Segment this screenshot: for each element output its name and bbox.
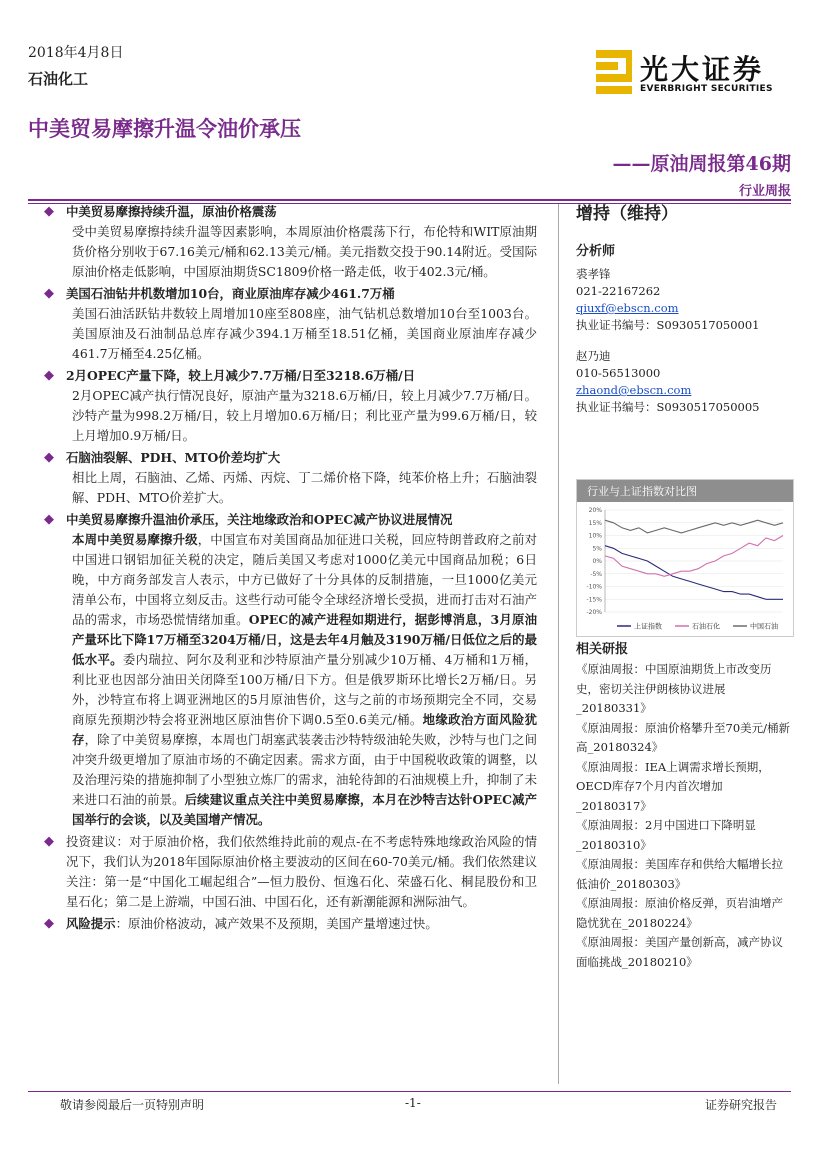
legend-label: 中国石油 (750, 622, 778, 631)
section-body: 2月OPEC减产执行情况良好，原油产量为3218.6万桶/日，较上月减少7.7万桶/日。沙特产量为998.2万桶/日，较上月增加0.6万桶/日；利比亚产量为99.6万桶/日，较上月增加0.9万桶/日。 (72, 388, 537, 443)
rating: 增持（维持） (576, 204, 678, 224)
sidebar (576, 200, 792, 416)
report-date: 2018年4月8日 (28, 45, 124, 61)
section-heading: 2月OPEC产量下降，较上月减少7.7万桶/日至3218.6万桶/日 (66, 368, 416, 383)
index-comparison-chart (576, 479, 794, 637)
related-report-link[interactable]: 《原油周报：美国产量创新高，减产协议面临挑战_20180210》 (576, 935, 783, 969)
y-tick-label: -15% (586, 596, 602, 604)
series-line (605, 520, 783, 533)
y-tick-label: 20% (588, 507, 602, 514)
legend-label: 上证指数 (634, 622, 662, 631)
related-reports-list (576, 660, 792, 972)
section-heading: 美国石油钻井机数增加10台，商业原油库存减少461.7万桶 (66, 286, 395, 301)
body-bold-run: 本周中美贸易摩擦升级 (72, 532, 198, 547)
section-heading: 中美贸易摩擦升温油价承压，关注地缘政治和OPEC减产协议进展情况 (66, 512, 453, 527)
diamond-bullet-icon: ◆ (44, 204, 54, 219)
footer-label: 证券研究报告 (704, 1098, 777, 1112)
section-body: 受中美贸易摩擦持续升温等因素影响，本周原油价格震荡下行，布伦特和WIT原油期货价格分别收于67.16美元/桶和62.13美元/桶。美元指数交投于90.14附近。受国际原油价格走低影响，中国原油期货SC1809价格一路走低，收于402.3元/桶。 (72, 224, 537, 279)
analyst-2 (576, 348, 792, 416)
section-investment (40, 832, 537, 912)
y-tick-label: 15% (588, 519, 602, 527)
chart-plot (577, 502, 793, 636)
body-run: ，除了中美贸易摩擦，本周也门胡塞武装袭击沙特特级油轮失败，沙特与也门之间冲突升级更增加了原油市场的不确定因素。需求方面，由于中国税收政策的调整，以及治理污染的措施抑制了小型独立炼厂的需求，油轮待卸的石油规模上升，抑制了未来进口石油的前景。 (72, 732, 538, 807)
related-report-link[interactable]: 《原油周报：美国库存和供给大幅增长拉低油价_20180303》 (576, 857, 783, 891)
section-heading: 中美贸易摩擦持续升温，原油价格震荡 (66, 204, 277, 219)
analyst-1 (576, 266, 792, 334)
page-number: -1- (405, 1096, 421, 1110)
report-subtitle: ——原油周报第46期 (612, 153, 791, 175)
section-5 (40, 510, 537, 830)
body-bold-run: 地缘政治方面风险犹存 (72, 712, 538, 747)
section-body: 美国石油活跃钻井数较上周增加10座至808座，油气钻机总数增加10台至1003台。美国原油及石油制品总库存减少394.1万桶至18.51亿桶，美国商业原油库存减少461.7万桶至4.25亿桶。 (72, 306, 537, 361)
section-heading: 石脑油裂解、PDH、MTO价差均扩大 (66, 450, 281, 465)
section-risk (40, 914, 537, 934)
everbright-logo-icon (596, 50, 634, 94)
footer-disclaimer: 敬请参阅最后一页特别声明 (60, 1098, 205, 1112)
analyst-phone: 021-22167262 (576, 284, 661, 298)
related-report-link[interactable]: 《原油周报：原油价格反弹，页岩油增产隐忧犹在_20180224》 (576, 896, 783, 930)
legend-label: 石油石化 (692, 622, 720, 631)
logo-text-en: EVERBRIGHT SECURITIES (640, 84, 773, 94)
body-bold-run: OPEC的减产进程如期进行，据彭博消息，3月原油产量环比下降17万桶至3204万桶/日，这是去年4月触及3190万桶/日低位之后的最低水平。 (72, 612, 537, 667)
diamond-bullet-icon: ◆ (44, 916, 54, 931)
sector-label: 石油化工 (28, 70, 89, 88)
series-line (605, 546, 783, 600)
section-body-rich (40, 530, 537, 830)
analyst-name: 裘孝锋 (576, 267, 611, 281)
related-report-link[interactable]: 《原油周报：IEA上调需求增长预期，OECD库存7个月内首次增加_20180317》 (576, 759, 770, 813)
column-divider (558, 204, 559, 1084)
diamond-bullet-icon: ◆ (44, 286, 54, 301)
risk-label: 风险提示 (66, 916, 116, 931)
y-tick-label: -5% (590, 570, 602, 578)
section-body: 相比上周，石脑油、乙烯、丙烯、丙烷、丁二烯价格下降，纯苯价格上升；石脑油裂解、PDH、MTO价差扩大。 (72, 470, 537, 505)
related-reports-heading: 相关研报 (576, 642, 629, 657)
section-4 (40, 448, 537, 508)
diamond-bullet-icon: ◆ (44, 368, 54, 383)
y-tick-label: 10% (588, 532, 602, 540)
related-report-link[interactable]: 《原油周报：中国原油期货上市改变历史，密切关注伊朗核协议进展_20180331》 (576, 662, 772, 715)
diamond-bullet-icon: ◆ (44, 834, 54, 849)
analyst-license: 执业证书编号：S0930517050001 (576, 318, 760, 332)
logo-text-cn: 光大证券 (640, 53, 765, 86)
summary-column (40, 200, 537, 934)
footer-rule (28, 1091, 791, 1092)
body-bold-run: 后续建议重点关注中美贸易摩擦，本月在沙特吉达针OPEC减产国举行的会谈，以及美国增产情况。 (72, 792, 537, 827)
report-title: 中美贸易摩擦升温令油价承压 (28, 116, 301, 141)
body-run: 委内瑞拉、阿尔及利亚和沙特原油产量分别减少10万桶、4万桶和1万桶，利比亚也因部分油田关闭降至100万桶/日下方。但是俄罗斯环比增长2万桶/日。另外，沙特宣布将上调亚洲地区的5月原油售价，这与之前的市场预期完全不同，交易商原先预期沙特会将亚洲地区原油售价下调0.5至0.6美元/桶。 (72, 652, 537, 727)
section-3 (40, 366, 537, 446)
analyst-license: 执业证书编号：S0930517050005 (576, 400, 760, 414)
y-tick-label: -10% (586, 583, 602, 591)
analyst-name: 赵乃迪 (576, 349, 611, 363)
related-report-link[interactable]: 《原油周报：原油价格攀升至70美元/桶新高_20180324》 (576, 720, 791, 754)
analyst-email-link[interactable]: zhaond@ebscn.com (576, 383, 692, 397)
analyst-email-link[interactable]: qiuxf@ebscn.com (576, 301, 679, 315)
diamond-bullet-icon: ◆ (44, 512, 54, 527)
risk-body: ：原油价格波动，减产效果不及预期，美国产量增速过快。 (115, 916, 438, 931)
y-tick-label: 5% (592, 545, 602, 553)
analyst-heading: 分析师 (576, 244, 616, 259)
y-tick-label: 0% (592, 558, 602, 565)
section-2 (40, 284, 537, 364)
diamond-bullet-icon: ◆ (44, 450, 54, 465)
chart-title: 行业与上证指数对比图 (577, 480, 793, 502)
investment-advice: 投资建议：对于原油价格，我们依然维持此前的观点-在不考虑特殊地缘政治风险的情况下，我们认为2018年国际原油价格主要波动的区间在60-70美元/桶。我们依然建议关注：第一是“中国化工崛起组合”—恒力股份、恒逸石化、荣盛石化、桐昆股份和卫星石化；第二是上游端，中国石油、中国石化，还有新潮能源和洲际油气。 (66, 834, 537, 909)
body-run: ，中国宣布对美国商品加征进口关税，回应特朗普政府之前对中国进口钢铝加征关税的决定，随后美国又考虑对1000亿美元中国商品加税；6日晚，中方商务部发言人表示，中方已做好了十分具体的反制措施，一旦1000亿美元清单公布，中国将立刻反击。这些行动可能令全球经济增长受损，进而打击对石油产品的需求，市场恐慌情绪加重。 (72, 532, 538, 627)
section-1 (40, 202, 537, 282)
doc-type: 行业周报 (738, 184, 791, 199)
analyst-phone: 010-56513000 (576, 366, 661, 380)
related-report-link[interactable]: 《原油周报：2月中国进口下降明显_20180310》 (576, 818, 756, 852)
y-tick-label: -20% (586, 609, 602, 616)
